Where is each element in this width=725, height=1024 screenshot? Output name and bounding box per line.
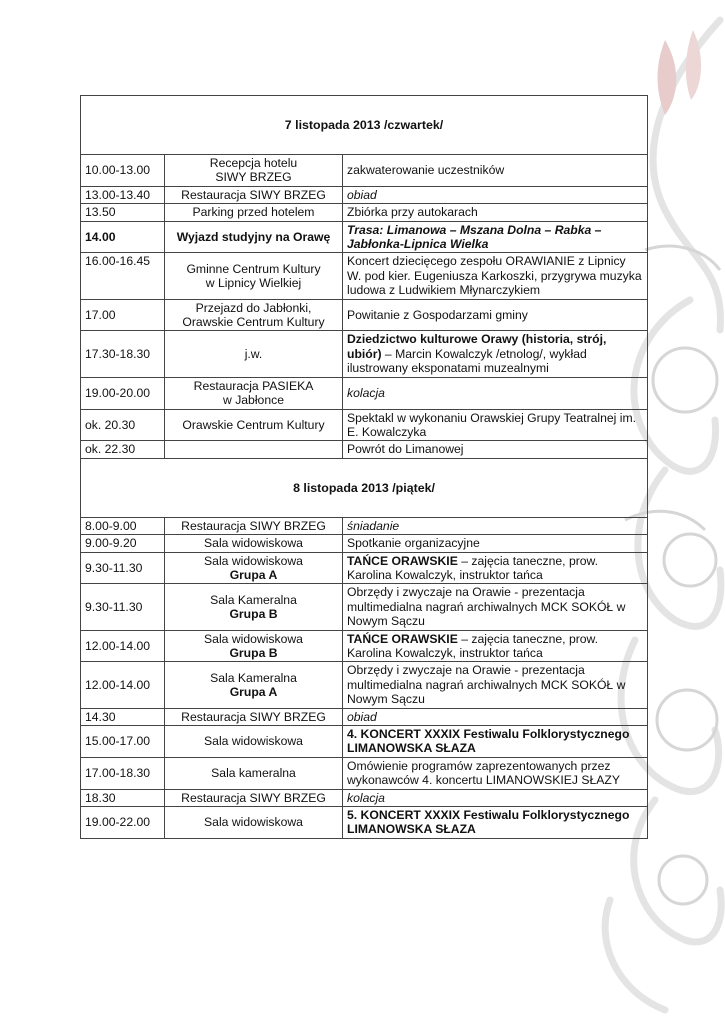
schedule-description-text: Obrzędy i zwyczaje na Orawie - prezentacja multimedialna nagrań archiwalnych MCK SOKÓŁ w Nowym Sączu bbox=[347, 585, 626, 629]
schedule-description-text: TAŃCE ORAWSKIE bbox=[347, 553, 458, 568]
schedule-description-text: Powitanie z Gospodarzami gminy bbox=[347, 307, 528, 322]
schedule-description bbox=[343, 377, 648, 409]
schedule-description bbox=[343, 789, 648, 806]
schedule-description-text: 5. KONCERT XXXIX Festiwalu Folklorystycznego LIMANOWSKA SŁAZA bbox=[347, 808, 630, 837]
schedule-place bbox=[165, 253, 343, 299]
schedule-place bbox=[165, 552, 343, 584]
schedule-description bbox=[343, 726, 648, 758]
schedule-description-text: Dziedzictwo kulturowe Orawy (historia, strój, ubiór) bbox=[347, 332, 607, 361]
schedule-row bbox=[81, 552, 648, 584]
schedule-time: 17.00 bbox=[81, 299, 165, 331]
schedule-place bbox=[165, 155, 343, 187]
schedule-time: 12.00-14.00 bbox=[81, 630, 165, 662]
schedule-place bbox=[165, 757, 343, 789]
schedule-place bbox=[165, 377, 343, 409]
schedule-time: 9.00-9.20 bbox=[81, 535, 165, 552]
schedule-time: 17.00-18.30 bbox=[81, 757, 165, 789]
schedule-description bbox=[343, 155, 648, 187]
schedule-description-text: obiad bbox=[347, 709, 377, 724]
schedule-place bbox=[165, 186, 343, 203]
schedule-place-line: Grupa A bbox=[229, 567, 278, 582]
schedule-description-text: – zajęcia taneczne, prow. Karolina Kowalczyk, instruktor tańca bbox=[347, 553, 599, 582]
schedule-place bbox=[165, 517, 343, 534]
schedule-description bbox=[343, 807, 648, 839]
schedule-description-text: śniadanie bbox=[347, 518, 400, 533]
schedule-description-text: 4. KONCERT XXXIX Festiwalu Folklorystycznego LIMANOWSKA SŁAZA bbox=[347, 727, 630, 756]
schedule-place-line: Restauracja PASIEKA bbox=[193, 378, 314, 393]
schedule-place-line: Orawskie Centrum Kultury bbox=[182, 315, 325, 330]
schedule-description bbox=[343, 221, 648, 253]
schedule-place-line: Restauracja SIWY BRZEG bbox=[181, 790, 326, 805]
schedule-time: 18.30 bbox=[81, 789, 165, 806]
schedule-place-line: Sala Kameralna bbox=[210, 670, 297, 685]
schedule-time: ok. 20.30 bbox=[81, 409, 165, 441]
schedule-row bbox=[81, 155, 648, 187]
schedule-time: 8.00-9.00 bbox=[81, 517, 165, 534]
schedule-description-text: Obrzędy i zwyczaje na Orawie - prezentacja multimedialna nagrań archiwalnych MCK SOKÓŁ w Nowym Sączu bbox=[347, 663, 626, 707]
schedule-time: 16.00-16.45 bbox=[81, 253, 165, 299]
schedule-place-line: SIWY BRZEG bbox=[215, 170, 292, 185]
schedule-place-line: Grupa A bbox=[229, 684, 278, 699]
schedule-description bbox=[343, 708, 648, 725]
schedule-place-line: w Lipnicy Wielkiej bbox=[205, 276, 302, 291]
schedule-place-line: Sala Kameralna bbox=[210, 592, 297, 607]
schedule-place bbox=[165, 662, 343, 708]
schedule-time: ok. 22.30 bbox=[81, 441, 165, 458]
schedule-time: 10.00-13.00 bbox=[81, 155, 165, 187]
schedule-place bbox=[165, 807, 343, 839]
schedule-place bbox=[165, 299, 343, 331]
schedule-place bbox=[165, 535, 343, 552]
schedule-place bbox=[165, 331, 343, 377]
schedule-description bbox=[343, 299, 648, 331]
schedule-description bbox=[343, 662, 648, 708]
schedule-place-line: Grupa B bbox=[229, 606, 278, 621]
schedule-row bbox=[81, 299, 648, 331]
schedule-time: 12.00-14.00 bbox=[81, 662, 165, 708]
schedule-description bbox=[343, 552, 648, 584]
schedule-place bbox=[165, 409, 343, 441]
schedule-description-text: zakwaterowanie uczestników bbox=[347, 163, 505, 178]
schedule-description bbox=[343, 757, 648, 789]
schedule-row bbox=[81, 377, 648, 409]
schedule-row bbox=[81, 807, 648, 839]
schedule-description-text: Powrót do Limanowej bbox=[347, 442, 464, 457]
schedule-time: 9.30-11.30 bbox=[81, 552, 165, 584]
day-heading-row bbox=[81, 96, 648, 155]
schedule-place-line: Sala kameralna bbox=[211, 766, 296, 781]
schedule-description-text: Trasa: Limanowa – Mszana Dolna – Rabka – Jabłonka-Lipnica Wielka bbox=[347, 222, 602, 252]
schedule-row bbox=[81, 331, 648, 377]
schedule-time: 14.30 bbox=[81, 708, 165, 725]
schedule-time: 19.00-20.00 bbox=[81, 377, 165, 409]
schedule-place bbox=[165, 584, 343, 630]
schedule-description bbox=[343, 441, 648, 458]
schedule-place bbox=[165, 708, 343, 725]
schedule-place-line: Sala widowiskowa bbox=[204, 815, 303, 830]
schedule-row bbox=[81, 789, 648, 806]
schedule-place-line: Sala widowiskowa bbox=[204, 536, 303, 551]
schedule-row bbox=[81, 441, 648, 458]
schedule-place bbox=[165, 204, 343, 221]
schedule-place bbox=[165, 789, 343, 806]
schedule-place-line: Sala widowiskowa bbox=[204, 553, 303, 568]
schedule-description-text: Spektakl w wykonaniu Orawskiej Grupy Teatralnej im. E. Kowalczyka bbox=[347, 410, 637, 439]
schedule-time: 13.00-13.40 bbox=[81, 186, 165, 203]
day-heading: 8 listopada 2013 /piątek/ bbox=[81, 458, 648, 517]
schedule-description bbox=[343, 186, 648, 203]
schedule-place-line: Sala widowiskowa bbox=[204, 631, 303, 646]
schedule-place-line: Sala widowiskowa bbox=[204, 734, 303, 749]
schedule-time: 19.00-22.00 bbox=[81, 807, 165, 839]
schedule-place-line: Przejazd do Jabłonki, bbox=[195, 300, 312, 315]
schedule-time: 14.00 bbox=[81, 221, 165, 253]
schedule-description bbox=[343, 630, 648, 662]
day-heading-row bbox=[81, 458, 648, 517]
schedule-description bbox=[343, 584, 648, 630]
schedule-place-line: Restauracja SIWY BRZEG bbox=[181, 709, 326, 724]
schedule-time: 9.30-11.30 bbox=[81, 584, 165, 630]
schedule-place bbox=[165, 630, 343, 662]
schedule-time: 17.30-18.30 bbox=[81, 331, 165, 377]
schedule-row bbox=[81, 757, 648, 789]
schedule-place-line: Wyjazd studyjny na Orawę bbox=[176, 229, 331, 244]
schedule-place-line: Restauracja SIWY BRZEG bbox=[181, 187, 326, 202]
schedule-row bbox=[81, 221, 648, 253]
schedule-row bbox=[81, 584, 648, 630]
schedule-description-text: – zajęcia taneczne, prow. Karolina Kowalczyk, instruktor tańca bbox=[347, 631, 599, 660]
schedule-row bbox=[81, 253, 648, 299]
schedule-row bbox=[81, 409, 648, 441]
schedule-time: 15.00-17.00 bbox=[81, 726, 165, 758]
schedule-place-line: Recepcja hotelu bbox=[209, 156, 298, 170]
program-table bbox=[80, 95, 648, 839]
schedule-row bbox=[81, 204, 648, 221]
schedule-description-text: Omówienie programów zaprezentowanych przez wykonawców 4. koncertu LIMANOWSKIEJ SŁAZY bbox=[347, 758, 620, 788]
schedule-place bbox=[165, 441, 343, 458]
schedule-description bbox=[343, 253, 648, 299]
schedule-row bbox=[81, 726, 648, 758]
schedule-row bbox=[81, 630, 648, 662]
schedule-place-line: j.w. bbox=[244, 346, 263, 361]
day-heading: 7 listopada 2013 /czwartek/ bbox=[81, 96, 648, 155]
schedule-description-text: kolacja bbox=[347, 790, 385, 805]
schedule-place-line: Grupa B bbox=[229, 645, 278, 660]
schedule-place-line: Orawskie Centrum Kultury bbox=[182, 417, 325, 432]
schedule-place-line: Parking przed hotelem bbox=[192, 205, 315, 220]
schedule-description-text: TAŃCE ORAWSKIE bbox=[347, 631, 458, 646]
schedule-row bbox=[81, 535, 648, 552]
schedule-description bbox=[343, 331, 648, 377]
schedule-description bbox=[343, 535, 648, 552]
schedule-description bbox=[343, 204, 648, 221]
schedule-description-text: Zbiórka przy autokarach bbox=[347, 205, 478, 220]
schedule-place bbox=[165, 221, 343, 253]
schedule-description bbox=[343, 517, 648, 534]
schedule-time: 13.50 bbox=[81, 204, 165, 221]
schedule-row bbox=[81, 662, 648, 708]
schedule-row bbox=[81, 708, 648, 725]
schedule-row bbox=[81, 517, 648, 534]
schedule-row bbox=[81, 186, 648, 203]
schedule-place-line: w Jabłonce bbox=[223, 393, 284, 408]
schedule-description-text: obiad bbox=[347, 187, 377, 202]
schedule-place-line: Restauracja SIWY BRZEG bbox=[181, 518, 326, 533]
schedule-description-text: – Marcin Kowalczyk /etnolog/, wykład ilustrowany eksponatami muzealnymi bbox=[347, 346, 587, 376]
schedule-description bbox=[343, 409, 648, 441]
schedule-description-text: kolacja bbox=[347, 385, 385, 400]
schedule-description-text: Koncert dziecięcego zespołu ORAWIANIE z Lipnicy W. pod kier. Eugeniusza Karkoszki, przygrywa muzyka ludowa z Ludwikiem Młynarczykiem bbox=[347, 254, 642, 298]
schedule-place bbox=[165, 726, 343, 758]
schedule-place-line: Gminne Centrum Kultury bbox=[186, 261, 321, 276]
schedule-description-text: Spotkanie organizacyjne bbox=[347, 536, 480, 551]
